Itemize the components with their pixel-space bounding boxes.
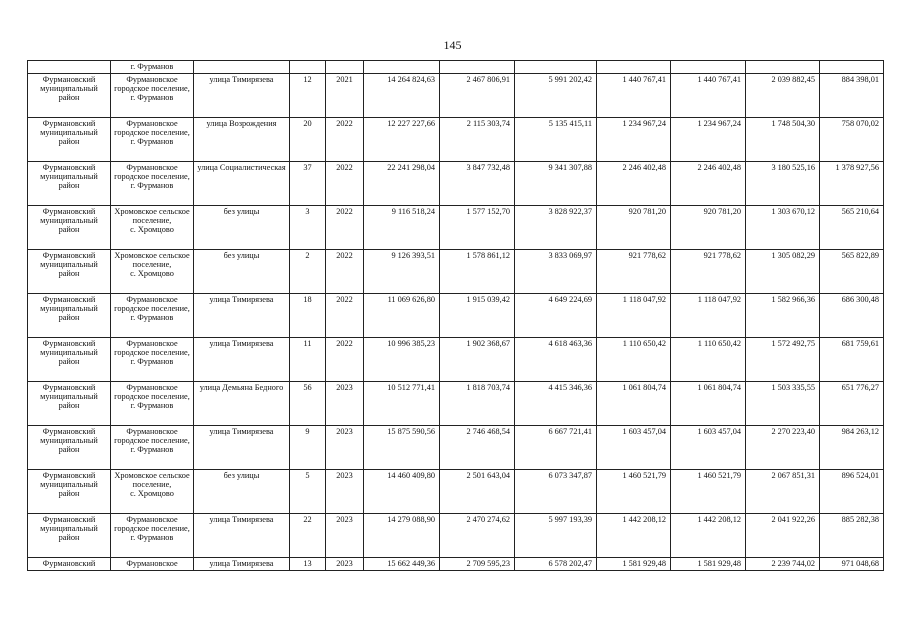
cell-value: 1 581 929,48 [671, 558, 746, 571]
cell-value: 1 442 208,12 [597, 514, 671, 558]
table-row [28, 382, 884, 426]
cell-value: 1 581 929,48 [597, 558, 671, 571]
cell-settlement: Хромовское сельское поселение, с. Хромцово [111, 470, 194, 514]
table-row [28, 470, 884, 514]
cell-house: 18 [290, 294, 326, 338]
cell-settlement: г. Фурманов [111, 61, 194, 74]
cell-street: без улицы [194, 206, 290, 250]
cell-value: 1 378 927,56 [820, 162, 884, 206]
cell-year: 2022 [326, 250, 364, 294]
cell-value [440, 61, 515, 74]
cell-year: 2022 [326, 294, 364, 338]
table-row [28, 250, 884, 294]
cell-year: 2023 [326, 514, 364, 558]
cell-street: без улицы [194, 250, 290, 294]
cell-value: 15 662 449,36 [364, 558, 440, 571]
cell-district: Фурмановский муниципальный район [28, 514, 111, 558]
cell-value: 9 126 393,51 [364, 250, 440, 294]
cell-district: Фурмановский муниципальный район [28, 118, 111, 162]
cell-value: 1 118 047,92 [597, 294, 671, 338]
cell-value: 2 041 922,26 [746, 514, 820, 558]
cell-street: улица Тимирязева [194, 74, 290, 118]
cell-district: Фурмановский муниципальный район [28, 426, 111, 470]
cell-value: 12 227 227,66 [364, 118, 440, 162]
cell-street: улица Социалистическая [194, 162, 290, 206]
cell-house: 22 [290, 514, 326, 558]
cell-value: 5 135 415,11 [515, 118, 597, 162]
cell-house: 20 [290, 118, 326, 162]
cell-district: Фурмановский муниципальный район [28, 338, 111, 382]
cell-house: 37 [290, 162, 326, 206]
cell-district: Фурмановский муниципальный район [28, 206, 111, 250]
cell-district: Фурмановский муниципальный район [28, 470, 111, 514]
cell-value [364, 61, 440, 74]
cell-value: 3 828 922,37 [515, 206, 597, 250]
cell-value: 1 915 039,42 [440, 294, 515, 338]
cell-value: 3 180 525,16 [746, 162, 820, 206]
cell-value: 920 781,20 [671, 206, 746, 250]
cell-value: 971 048,68 [820, 558, 884, 571]
cell-street: без улицы [194, 470, 290, 514]
cell-value: 1 305 082,29 [746, 250, 820, 294]
cell-house: 56 [290, 382, 326, 426]
cell-value: 2 467 806,91 [440, 74, 515, 118]
cell-value: 1 460 521,79 [671, 470, 746, 514]
cell-value: 2 709 595,23 [440, 558, 515, 571]
cell-value: 1 578 861,12 [440, 250, 515, 294]
cell-value: 1 061 804,74 [597, 382, 671, 426]
cell-value: 5 997 193,39 [515, 514, 597, 558]
table-row [28, 162, 884, 206]
cell-street: улица Возрождения [194, 118, 290, 162]
cell-year: 2022 [326, 118, 364, 162]
cell-district: Фурмановский [28, 558, 111, 571]
cell-house [290, 61, 326, 74]
cell-year: 2023 [326, 558, 364, 571]
cell-value: 1 234 967,24 [671, 118, 746, 162]
cell-value: 14 279 088,90 [364, 514, 440, 558]
table-row [28, 514, 884, 558]
cell-value: 920 781,20 [597, 206, 671, 250]
registry-table [27, 60, 884, 571]
cell-street: улица Тимирязева [194, 426, 290, 470]
cell-street [194, 61, 290, 74]
cell-value: 565 822,89 [820, 250, 884, 294]
cell-value: 651 776,27 [820, 382, 884, 426]
cell-house: 9 [290, 426, 326, 470]
cell-value: 681 759,61 [820, 338, 884, 382]
cell-value: 1 061 804,74 [671, 382, 746, 426]
cell-value: 885 282,38 [820, 514, 884, 558]
cell-value [671, 61, 746, 74]
cell-value: 984 263,12 [820, 426, 884, 470]
cell-value: 2 270 223,40 [746, 426, 820, 470]
cell-value: 2 746 468,54 [440, 426, 515, 470]
cell-value [820, 61, 884, 74]
cell-value: 921 778,62 [597, 250, 671, 294]
cell-year: 2021 [326, 74, 364, 118]
cell-street: улица Тимирязева [194, 338, 290, 382]
cell-value: 1 603 457,04 [671, 426, 746, 470]
table-row [28, 206, 884, 250]
cell-value: 1 572 492,75 [746, 338, 820, 382]
cell-value: 1 603 457,04 [597, 426, 671, 470]
cell-value: 1 118 047,92 [671, 294, 746, 338]
cell-value: 10 996 385,23 [364, 338, 440, 382]
cell-house: 11 [290, 338, 326, 382]
cell-settlement: Фурмановское городское поселение, г. Фурманов [111, 426, 194, 470]
table-row [28, 338, 884, 382]
cell-value: 1 577 152,70 [440, 206, 515, 250]
cell-value: 884 398,01 [820, 74, 884, 118]
cell-house: 12 [290, 74, 326, 118]
cell-settlement: Фурмановское городское поселение, г. Фурманов [111, 74, 194, 118]
cell-value: 1 818 703,74 [440, 382, 515, 426]
cell-value [515, 61, 597, 74]
cell-settlement: Фурмановское городское поселение, г. Фурманов [111, 382, 194, 426]
cell-value: 15 875 590,56 [364, 426, 440, 470]
cell-value: 22 241 298,04 [364, 162, 440, 206]
cell-value: 2 501 643,04 [440, 470, 515, 514]
cell-value: 9 341 307,88 [515, 162, 597, 206]
cell-district [28, 61, 111, 74]
cell-settlement: Фурмановское [111, 558, 194, 571]
cell-settlement: Фурмановское городское поселение, г. Фурманов [111, 118, 194, 162]
cell-settlement: Фурмановское городское поселение, г. Фурманов [111, 162, 194, 206]
cell-value: 14 460 409,80 [364, 470, 440, 514]
cell-value: 1 110 650,42 [671, 338, 746, 382]
cell-year: 2023 [326, 426, 364, 470]
cell-house: 2 [290, 250, 326, 294]
cell-house: 5 [290, 470, 326, 514]
cell-value: 896 524,01 [820, 470, 884, 514]
table-body [28, 61, 884, 571]
cell-year: 2022 [326, 338, 364, 382]
cell-value: 6 667 721,41 [515, 426, 597, 470]
cell-value: 4 618 463,36 [515, 338, 597, 382]
table-row [28, 74, 884, 118]
cell-value: 1 582 966,36 [746, 294, 820, 338]
cell-street: улица Тимирязева [194, 294, 290, 338]
cell-value: 565 210,64 [820, 206, 884, 250]
cell-district: Фурмановский муниципальный район [28, 250, 111, 294]
table-row [28, 294, 884, 338]
cell-value: 6 073 347,87 [515, 470, 597, 514]
cell-value [597, 61, 671, 74]
cell-value: 1 442 208,12 [671, 514, 746, 558]
cell-value: 2 039 882,45 [746, 74, 820, 118]
cell-value: 4 649 224,69 [515, 294, 597, 338]
cell-street: улица Демьяна Бедного [194, 382, 290, 426]
cell-value: 14 264 824,63 [364, 74, 440, 118]
cell-settlement: Фурмановское городское поселение, г. Фурманов [111, 294, 194, 338]
cell-value: 1 234 967,24 [597, 118, 671, 162]
cell-district: Фурмановский муниципальный район [28, 74, 111, 118]
cell-house: 3 [290, 206, 326, 250]
cell-value: 1 303 670,12 [746, 206, 820, 250]
cell-value: 11 069 626,80 [364, 294, 440, 338]
table-row [28, 118, 884, 162]
cell-value: 10 512 771,41 [364, 382, 440, 426]
cell-settlement: Хромовское сельское поселение, с. Хромцово [111, 250, 194, 294]
cell-settlement: Фурмановское городское поселение, г. Фурманов [111, 514, 194, 558]
cell-value: 921 778,62 [671, 250, 746, 294]
cell-value: 6 578 202,47 [515, 558, 597, 571]
cell-year: 2023 [326, 382, 364, 426]
cell-settlement: Хромовское сельское поселение, с. Хромцово [111, 206, 194, 250]
cell-year: 2022 [326, 162, 364, 206]
cell-value: 2 246 402,48 [671, 162, 746, 206]
cell-value: 758 070,02 [820, 118, 884, 162]
cell-value: 1 503 335,55 [746, 382, 820, 426]
cell-value: 3 847 732,48 [440, 162, 515, 206]
table-row [28, 558, 884, 571]
cell-value: 9 116 518,24 [364, 206, 440, 250]
cell-value: 2 067 851,31 [746, 470, 820, 514]
cell-value: 2 246 402,48 [597, 162, 671, 206]
cell-year [326, 61, 364, 74]
cell-value: 2 470 274,62 [440, 514, 515, 558]
cell-year: 2022 [326, 206, 364, 250]
cell-house: 13 [290, 558, 326, 571]
page-number: 145 [443, 38, 462, 52]
cell-value: 2 239 744,02 [746, 558, 820, 571]
cell-value [746, 61, 820, 74]
cell-district: Фурмановский муниципальный район [28, 382, 111, 426]
cell-value: 1 748 504,30 [746, 118, 820, 162]
table-row [28, 426, 884, 470]
cell-value: 1 440 767,41 [671, 74, 746, 118]
cell-value: 2 115 303,74 [440, 118, 515, 162]
cell-value: 686 300,48 [820, 294, 884, 338]
cell-value: 4 415 346,36 [515, 382, 597, 426]
cell-street: улица Тимирязева [194, 514, 290, 558]
cell-value: 1 110 650,42 [597, 338, 671, 382]
cell-year: 2023 [326, 470, 364, 514]
cell-value: 1 460 521,79 [597, 470, 671, 514]
cell-value: 5 991 202,42 [515, 74, 597, 118]
cell-district: Фурмановский муниципальный район [28, 294, 111, 338]
cell-value: 1 440 767,41 [597, 74, 671, 118]
cell-settlement: Фурмановское городское поселение, г. Фурманов [111, 338, 194, 382]
cell-value: 3 833 069,97 [515, 250, 597, 294]
cell-value: 1 902 368,67 [440, 338, 515, 382]
cell-district: Фурмановский муниципальный район [28, 162, 111, 206]
table-row-continued [28, 61, 884, 74]
cell-street: улица Тимирязева [194, 558, 290, 571]
